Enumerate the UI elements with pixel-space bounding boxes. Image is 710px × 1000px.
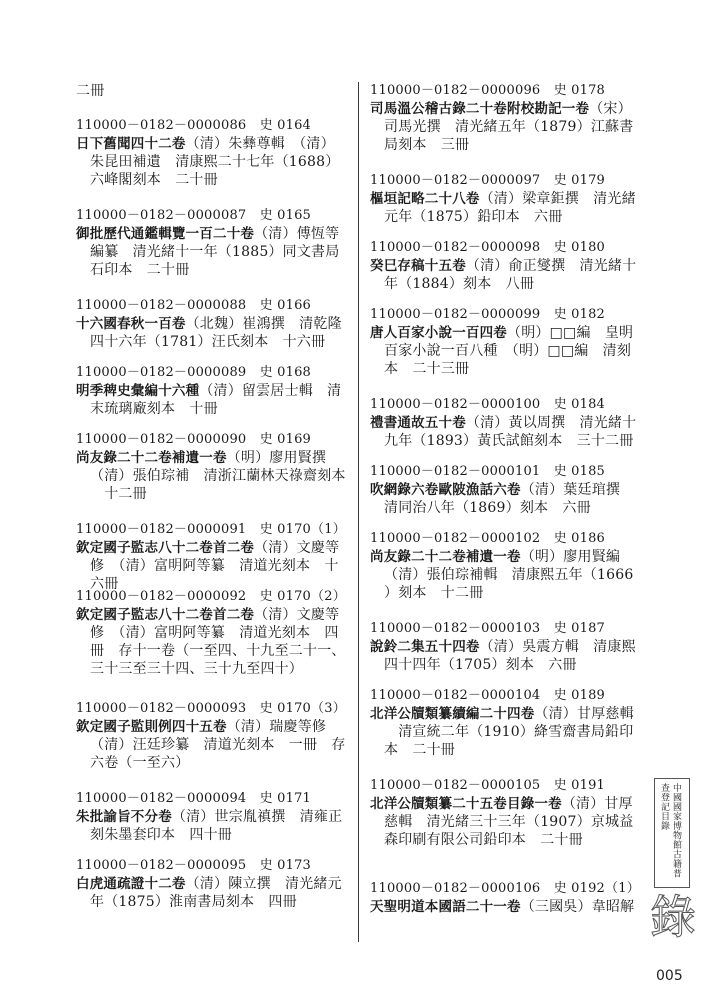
- entry-text: [76, 539, 339, 557]
- entry-text-continued: [384, 342, 631, 360]
- entry-rest: （清）俞正燮撰 清光緒十: [465, 258, 637, 274]
- entry-rest: （清）梁章鉅撰 清光緒: [479, 191, 636, 207]
- entry-rest: （清）甘厚: [561, 796, 633, 812]
- catalog-number: 110000－0182－0000096 史 0178: [370, 83, 606, 98]
- catalog-number: 110000－0182－0000101 史 0185: [370, 464, 606, 479]
- entry-text: [370, 638, 636, 656]
- entry-rest: （明）□□編 皇明: [507, 325, 634, 341]
- entry-text-continued: [384, 208, 562, 226]
- entry-rest: 六峰閣刻本 二十冊: [90, 172, 218, 188]
- entry-text: [76, 315, 342, 333]
- catalog-number: 110000－0182－0000089 史 0168: [76, 365, 312, 380]
- entry-rest: 修 （清）富明阿等纂 清道光刻本 十: [90, 558, 339, 574]
- entry-text-continued: [90, 467, 346, 485]
- side-title-tab: [654, 778, 690, 888]
- entry-text: [76, 82, 104, 100]
- entry-text: [370, 257, 636, 275]
- entry-rest: 司馬光撰 清光緒五年（1879）江蘇書: [384, 119, 634, 135]
- book-title: 欽定國子監志八十二卷首二卷: [76, 540, 255, 556]
- entry-text-continued: [90, 736, 346, 754]
- entry-rest: 朱昆田補遺 清康熙二十七年（1688）: [90, 154, 340, 170]
- entry-rest: （清）陳立撰 清光緒元: [185, 876, 342, 892]
- entry-rest: 元年（1875）鉛印本 六冊: [384, 209, 563, 225]
- book-title: 日下舊聞四十二卷: [76, 136, 186, 152]
- catalog-number: 110000－0182－0000092 史 0170（2）: [76, 589, 346, 604]
- entry-text-continued: [384, 566, 633, 584]
- catalog-number: 110000－0182－0000093 史 0170（3）: [76, 701, 346, 716]
- entry-rest: （北魏）崔鴻撰 清乾隆: [185, 316, 342, 332]
- entry-text: [370, 414, 636, 432]
- entry-rest: 百家小說一百八種 （明）□□編 清刻: [384, 343, 632, 359]
- entry-text-continued: [90, 660, 303, 678]
- catalog-number: 110000－0182－0000088 史 0166: [76, 298, 312, 313]
- book-title: 尚友錄二十二卷補遺一卷: [76, 450, 227, 466]
- entry-rest: （清）世宗胤禛撰 清雍正: [171, 809, 343, 825]
- book-title: 說鈴二集五十四卷: [370, 639, 480, 655]
- entry-text-continued: [384, 432, 633, 450]
- entry-text-continued: [384, 656, 577, 674]
- entry-text: [370, 324, 633, 342]
- entry-rest: 四十四年（1705）刻本 六冊: [384, 657, 577, 673]
- book-title: 吹網錄六卷歐陂漁話六卷: [370, 482, 521, 498]
- entry-rest: （宋）: [589, 101, 632, 117]
- entry-rest: （清）甘厚慈輯: [534, 706, 634, 722]
- book-title: 欽定國子監則例四十五卷: [76, 719, 227, 735]
- entry-text-continued: [384, 136, 469, 154]
- entry-text-continued: [90, 243, 339, 261]
- catalog-number: 110000－0182－0000086 史 0164: [76, 118, 312, 133]
- entry-rest: （清）文慶等: [254, 540, 340, 556]
- entry-rest: 慈輯 清光緒三十三年（1907）京城益: [384, 814, 634, 830]
- catalog-number: 110000－0182－0000095 史 0173: [76, 858, 312, 873]
- entry-rest: 森印刷有限公司鉛印本 二十冊: [384, 832, 583, 848]
- entry-rest: （清）吳震方輯 清康熙: [479, 639, 636, 655]
- entry-rest: （三國吳）韋昭解: [520, 899, 635, 915]
- entry-text: [370, 898, 634, 916]
- entry-rest: 年（1875）淮南書局刻本 四冊: [90, 894, 297, 910]
- catalog-number: 110000－0182－0000102 史 0186: [370, 531, 606, 546]
- book-title: 十六國春秋一百卷: [76, 316, 186, 332]
- entry-text-continued: [384, 118, 633, 136]
- entry-text: [76, 449, 340, 467]
- entry-rest: 本 二十冊: [384, 742, 455, 758]
- catalog-number: 110000－0182－0000099 史 0182: [370, 307, 606, 322]
- entry-text: [76, 382, 341, 400]
- entry-rest: （清）黃以周撰 清光緒十: [465, 415, 637, 431]
- book-title: 司馬溫公稽古錄二十卷附校勘記一卷: [370, 101, 590, 117]
- entry-text-continued: [384, 813, 633, 831]
- catalog-number: 110000－0182－0000104 史 0189: [370, 688, 606, 703]
- entry-text: [370, 548, 634, 566]
- entry-text-continued: [90, 557, 339, 575]
- entry-rest: 末琉璃廠刻本 十冊: [90, 401, 218, 417]
- entry-text: [76, 718, 340, 736]
- entry-rest: （清）張伯琮補 清浙江蘭林天祿齋刻本: [90, 468, 346, 484]
- entry-text: [76, 135, 335, 153]
- entry-rest: （明）廖用賢編: [520, 549, 635, 565]
- entry-rest: 九年（1893）黃氏試館刻本 三十二冊: [384, 433, 634, 449]
- entry-rest: ）刻本 十二冊: [384, 585, 484, 601]
- entry-rest: 編纂 清光緒十一年（1885）同文書局: [90, 244, 340, 260]
- book-title: 御批歷代通鑑輯覽一百二十卷: [76, 226, 255, 242]
- book-title: 樞垣記略二十八卷: [370, 191, 480, 207]
- entry-text: [370, 100, 632, 118]
- entry-rest: 二冊: [76, 83, 105, 99]
- side-title: 中國國家博物館古籍普查登記目錄: [659, 783, 681, 878]
- catalog-number: 110000－0182－0000087 史 0165: [76, 208, 312, 223]
- entry-rest: （清）傅恆等: [254, 226, 340, 242]
- entry-rest: 六冊: [90, 576, 119, 592]
- entry-text-continued: [90, 400, 218, 418]
- entry-rest: （明）廖用賢撰: [226, 450, 341, 466]
- entry-rest: 清同治八年（1869）刻本 六冊: [384, 500, 591, 516]
- entry-rest: 清宣統二年（1910）絳雪齋書局鉛印: [384, 724, 634, 740]
- entry-text: [76, 606, 339, 624]
- book-title: 北洋公牘類纂續編二十四卷: [370, 706, 535, 722]
- catalog-number: 110000－0182－0000100 史 0184: [370, 397, 606, 412]
- book-title: 天聖明道本國語二十一卷: [370, 899, 521, 915]
- entry-rest: 石印本 二十冊: [90, 262, 190, 278]
- catalog-number: 110000－0182－0000098 史 0180: [370, 240, 606, 255]
- catalog-number: 110000－0182－0000090 史 0169: [76, 432, 312, 447]
- entry-rest: 局刻本 三冊: [384, 137, 470, 153]
- entry-text-continued: [384, 831, 583, 849]
- book-title: 北洋公牘類纂二十五卷目錄一卷: [370, 796, 562, 812]
- entry-rest: （清）朱彝尊輯 （清）: [185, 136, 335, 152]
- entry-text: [76, 808, 342, 826]
- catalog-number: 110000－0182－0000103 史 0187: [370, 621, 606, 636]
- entry-text-continued: [384, 275, 534, 293]
- entry-text-continued: [90, 153, 339, 171]
- book-title: 明季稗史彙編十六種: [76, 383, 200, 399]
- entry-text: [370, 481, 634, 499]
- book-title: 尚友錄二十二卷補遺一卷: [370, 549, 521, 565]
- entry-rest: 冊 存十一卷（一至四、十九至二十一、: [90, 643, 346, 659]
- entry-text-continued: [90, 826, 232, 844]
- entry-text: [370, 190, 636, 208]
- entry-rest: 本 二十三冊: [384, 361, 470, 377]
- side-mark: 錄: [650, 890, 696, 944]
- entry-rest: 十二冊: [90, 486, 147, 502]
- entry-text-continued: [90, 171, 218, 189]
- entry-text-continued: [90, 261, 189, 279]
- entry-text-continued: [90, 575, 118, 593]
- catalog-number: 110000－0182－0000097 史 0179: [370, 173, 606, 188]
- book-title: 禮書通故五十卷: [370, 415, 466, 431]
- entry-rest: （清）汪廷珍纂 清道光刻本 一冊 存: [90, 737, 346, 753]
- book-title: 欽定國子監志八十二卷首二卷: [76, 607, 255, 623]
- entry-rest: （清）葉廷琯撰: [520, 482, 635, 498]
- book-title: 唐人百家小說一百四卷: [370, 325, 507, 341]
- entry-text-continued: [384, 723, 633, 741]
- entry-text-continued: [90, 642, 346, 660]
- entry-text-continued: [384, 360, 469, 378]
- entry-text-continued: [384, 499, 591, 517]
- book-title: 癸巳存稿十五卷: [370, 258, 466, 274]
- entry-text: [370, 795, 633, 813]
- entry-text-continued: [384, 741, 455, 759]
- entry-text: [76, 875, 342, 893]
- entry-text: [370, 705, 634, 723]
- entry-text: [76, 225, 339, 243]
- catalog-number: 110000－0182－0000106 史 0192（1）: [370, 881, 640, 896]
- catalog-number: 110000－0182－0000091 史 0170（1）: [76, 522, 346, 537]
- book-title: 白虎通疏證十二卷: [76, 876, 186, 892]
- book-title: 朱批諭旨不分卷: [76, 809, 172, 825]
- entry-rest: （清）瑞慶等修: [226, 719, 341, 735]
- entry-text-continued: [90, 754, 189, 772]
- catalog-number: 110000－0182－0000105 史 0191: [370, 778, 606, 793]
- entry-text-continued: [90, 333, 325, 351]
- entry-text-continued: [90, 624, 339, 642]
- entry-text-continued: [90, 485, 147, 503]
- entry-rest: 刻朱墨套印本 四十冊: [90, 827, 232, 843]
- column-divider: [358, 82, 359, 942]
- page-number: 005: [656, 968, 683, 984]
- catalog-number: 110000－0182－0000094 史 0171: [76, 791, 312, 806]
- entry-text-continued: [90, 893, 297, 911]
- entry-rest: 修 （清）富明阿等纂 清道光刻本 四: [90, 625, 339, 641]
- entry-rest: （清）留雲居士輯 清: [199, 383, 342, 399]
- entry-rest: （清）文慶等: [254, 607, 340, 623]
- entry-rest: 四十六年（1781）汪氏刻本 十六冊: [90, 334, 326, 350]
- entry-rest: 三十三至三十四、三十九至四十）: [90, 661, 303, 677]
- entry-text-continued: [384, 584, 483, 602]
- entry-rest: 六卷（一至六）: [90, 755, 190, 771]
- entry-rest: （清）張伯琮補輯 清康熙五年（1666: [384, 567, 634, 583]
- entry-rest: 年（1884）刻本 八冊: [384, 276, 535, 292]
